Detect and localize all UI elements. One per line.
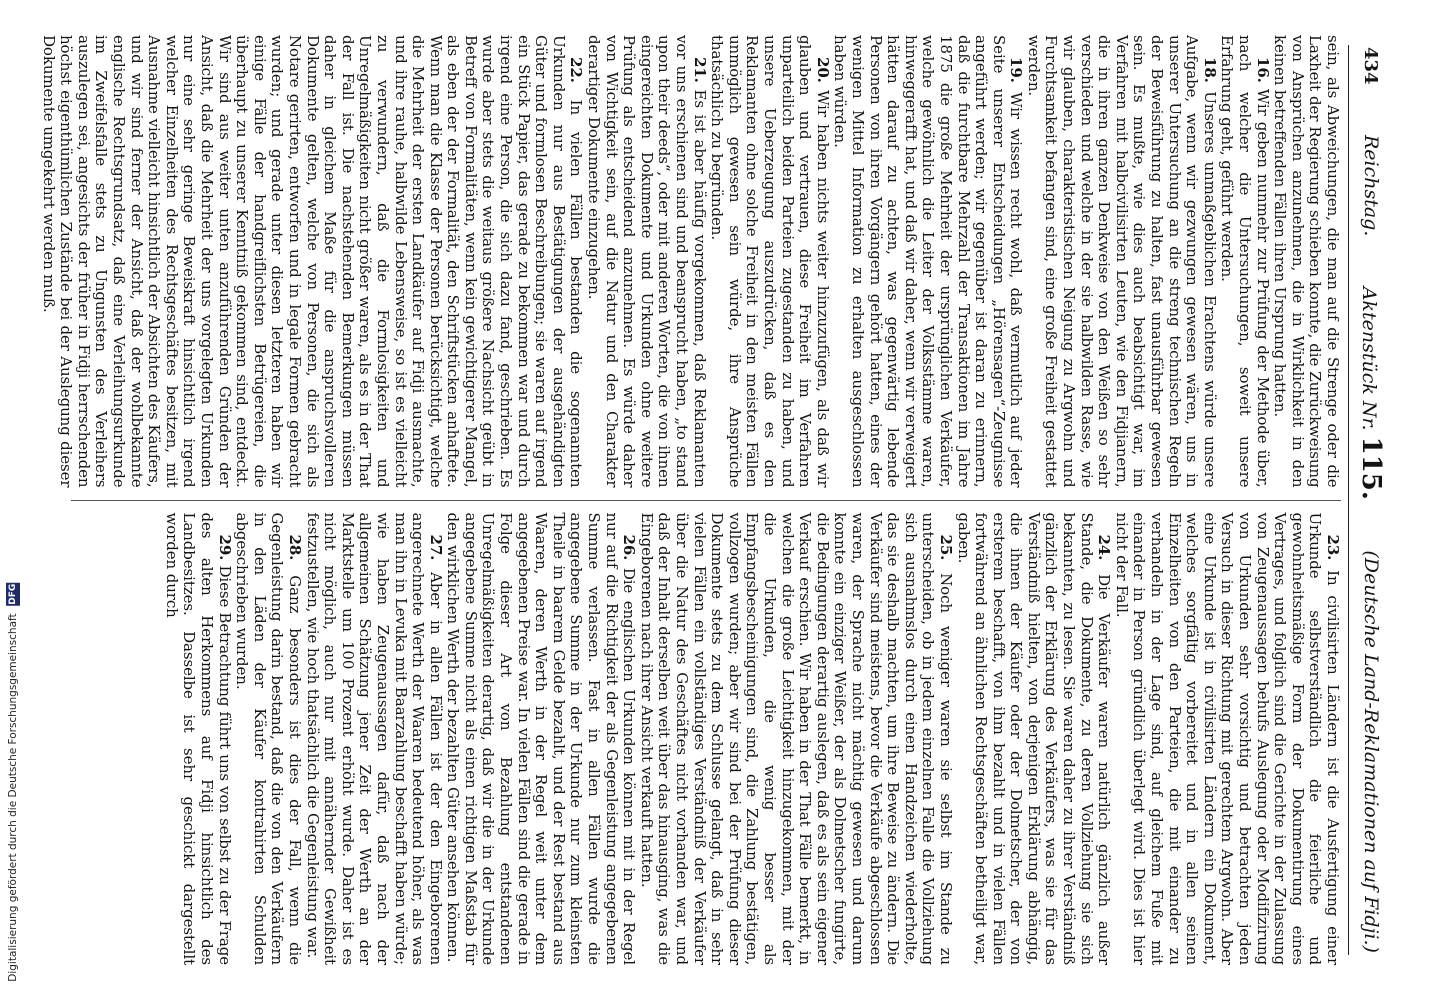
paragraph-text: Wir wissen recht wohl, daß vermutlich auf jeder Seite unserer Entscheidungen „Hörensagen“-Zeugnisse angeführt werden; wir gegenüber ist daran zu erinnern, daß die furchtbare Mehrzahl der Transaktionen im Jahre 1875 die große Mehrheit der ursprünglichen Verkäufer, welche gewöhnlich die Leiter der Volksstämme waren, hinweggerafft hat, und daß wir daher, wenn wir verweigert hätten darauf zu achten, was gegenwärtig lebende Personen von ihren Vorgängern gehört hatten, eines der wenigen Mittel Information zu erhalten ausgeschlossen haben würden. bbox=[831, 35, 1026, 488]
paragraph-text: Wir geben nunmehr zur Prüfung der Methode über, nach welcher die Untersuchungen, soweit unsere Erfahrung geht, geführt werden. bbox=[1218, 35, 1272, 488]
page-number: 434 bbox=[1360, 47, 1382, 85]
document-topic: (Deutsche Land-Reklamationen auf Fidji.) bbox=[1360, 550, 1382, 953]
text-columns bbox=[39, 35, 1342, 966]
paragraph bbox=[584, 35, 707, 488]
paragraph bbox=[831, 35, 1025, 488]
column-divider bbox=[71, 500, 1341, 501]
paragraph-text: Die englischen Urkunden können mit in der Regel nur auf die Richtigkeit der als Gegenleistung angegebenen Summe verlassen. Fast in allen Fällen wurde die angegebene Summe in der Urkunde nur zum kleinsten Theile in baarem Gelde bezahlt, und der Rest bestand aus Waaren, deren Werth in der Regel weit unter dem angegebenen Preise war. In vielen Fällen sind die gerade in Folge dieser Art von Bezahlung entstandenen Unregelmäßigkeiten derartig, daß wir die in der Urkunde angegebene Summe nicht als einen richtigen Maßstab für den wirklichen Werth der bezahlten Güter ansehen können. bbox=[444, 512, 639, 966]
left-column bbox=[39, 35, 1342, 488]
paragraph-text: Ganz besonders ist dies der Fall, wenn die Gegenleistung darin bestand, daß die von den Verkäufern in den Läden der Käufer kontrahirten Schulden abgeschrieben wurden. bbox=[233, 512, 304, 965]
paragraph bbox=[162, 513, 232, 966]
paragraph bbox=[1271, 35, 1341, 488]
paragraph-text: In vielen Fällen bestanden die sogenannten Urkunden nur aus Bestätigungen der ausgehändigten Güter und formlosen Beschreibungen; sie waren auf irgend ein Stück Papier, das gerade zu bekommen war und durch irgend eine Person, die sich dazu fand, geschrieben. Es wurde aber stets die weitaus größere Nachsicht geübt in Betreff von Formalitäten, wenn kein gewichtigerer Mangel, als eben der der Formalität, den Schriftstücken anhaftete. Wenn man die Klasse der Personen berücksichtigt, welche die Mehrheit der ersten Landkäufer auf Fidji ausmachte, und ihre rauhe, halbwilde Lebensweise, so ist es vielleicht zu verwundern, daß die Formlosigkeiten und Unregelmäßigkeiten nicht größer waren, als es in der That der Fall ist. Die nachstehenden Bemerkungen müssen daher in gleichem Maße für die anspruchsvolleren Dokumente gelten, welche von Personen, die sich als Notare gerirten, entworfen und in legale Formen gebracht wurden; und gerade unter diesen letzteren haben wir einige Fälle der handgreiflichsten Betrügereien, die überhaupt zu unserer Kenntniß gekommen sind, entdeckt. Wir sind aus weiter unten anzuführenden Gründen der Ansicht, daß die Mehrheit der uns vorgelegten Urkunden nur eine sehr geringe Beweiskraft hinsichtlich irgend welcher Einzelheiten des Rechtsgeschäftes besitzen, mit Ausnahme vielleicht hinsichtlich der Absichten des Käufers, und wir sind ferner der Ansicht, daß der wohlbekannte englische Rechtsgrundsatz, daß eine Verleihungsurkunde im Zweifelsfalle stets zu Ungunsten des Verleihers auszulegen sei, angesichts der früher in Fidji herrschenden höchst eigenthümlichen Zustände bei der Auslegung dieser Dokumente umgekehrt werden muß. bbox=[39, 35, 586, 488]
paragraph-text: Unseres unmaßgeblichen Erachtens würde unsere Aufgabe, wenn wir gezwungen gewesen wären, uns in unserer Untersuchung an die streng technischen Regeln der Beweisführung zu halten, fast unausführbar gewesen sein. Es mußte, wie dies auch beabsichtigt war, im Verfahren mit halbcivilisirten Leuten, wie den Fidjianern, die in ihren ganzen Denkweise von den Weißen so sehr verschieden und welche in der sie halbwilden Rasse, wie wir glauben, charakteristischen Neigung zu Argwohn und Furchtsamkeit befangen sind, eine große Freiheit gestattet werden. bbox=[1024, 35, 1219, 488]
document-page bbox=[39, 35, 1391, 966]
paragraph-text: Die Verkäufer waren natürlich gänzlich außer Stande, die Dokumente, zu deren Vollziehung sie sich bekannten, zu lesen. Sie waren daher zu ihrer Verständniß gänzlich der Erklärung des Verkäufers, was sie für das Verständniß hielten, von derjenigen Erklärung abhängig, die ihnen der Käufer oder der Dolmetscher, der von ersterem beschafft, von ihm bezahlt und in vielen Fällen fortwährend an ähnlichen Rechtsgeschäften betheiligt war, gaben. bbox=[954, 512, 1114, 965]
paragraph bbox=[708, 35, 831, 488]
paragraph-number: 22. bbox=[567, 57, 586, 83]
right-column bbox=[71, 513, 1341, 966]
paragraph bbox=[444, 513, 638, 966]
paragraph-number: 24. bbox=[1095, 534, 1114, 561]
paragraph-text: Aber in allen Fällen ist der den Eingeborenen angerechnete Werth der Waaren bedeutend höher, als was man ihn in Levuka mit Baarzahlung beschafft haben würde; wie haben Zeugenaussagen dafür, daß nach der allgemeinen Schätzung jener Zeit der Werth an der Marktstelle um 100 Prozent erhöht wurde. Daher ist es nicht möglich, auch nur mit annähernder Gewißheit festzustellen, wie hoch thatsächlich die Gegenleistung war. bbox=[303, 512, 445, 966]
paragraph-number: 23. bbox=[1324, 534, 1342, 561]
document-reference bbox=[1356, 287, 1386, 500]
paragraph-number: 26. bbox=[620, 534, 639, 561]
paragraph-text: sein, als Abweichungen, die man auf die Strenge oder die Laxheit der Regierung schieben konnte, die Zurückweisung von Ansprüchen anzunehmen, die in Wirklichkeit in den keinen betreffenden Fällen ihren Ursprung hatten. bbox=[1271, 35, 1342, 488]
scanned-page-area bbox=[30, 0, 1432, 1000]
paragraph bbox=[1218, 35, 1271, 488]
publication-title: Reichstag. bbox=[1360, 134, 1382, 237]
digitization-credit bbox=[6, 583, 20, 1000]
paragraph-number: 20. bbox=[813, 57, 832, 83]
paragraph bbox=[1112, 513, 1341, 966]
header-rule bbox=[1348, 45, 1349, 955]
paragraph bbox=[39, 35, 584, 488]
paragraph bbox=[1024, 35, 1218, 488]
paragraph-text: In civilisirten Ländern ist die Ausfertigung einer Urkunde selbstverständlich die feierliche und gewohnheitsmäßige Form der Dokumentirung eines Vertrages, und folglich sind die Gerichte in der Zulassung von Zeugenaussagen behufs Auslegung oder Modifizirung von Urkunden sehr vorsichtig und betrachten jeden Versuch in dieser Richtung mit gerechtem Argwohn. Aber eine Urkunde ist in civilisirten Ländern ein Dokument, welches sorgfältig vorbereitet und in allen seinen Einzelheiten von den Parteien, die mit einander zu verhandeln in der Lage sind, auf gleichem Fuße mit einander in Person gründlich überlegt wird. Dies ist hier nicht der Fall. bbox=[1112, 512, 1342, 966]
paragraph-text: Noch weniger waren sie selbst im Stande zu unterscheiden, ob in jedem einzelnen Falle die Vollziehung sich ausnahmslos durch einen Handzeichen wiederholte, das sie deshalb machten, um ihre Beweise zu ändern. Die Verkäufer sind meistens, bevor die Verkäufe abgeschlossen waren, der Sprache nicht mächtig gewesen und darum konnte ein einziger Weißer, der als Dolmetscher fungirte, die Bedingungen derartig auslegen, daß es als sein eigener Verkauf erschien. Wir haben in der That Fälle bemerkt, in welchen die große Leichtigkeit hinzugekommen, mit der die Urkunden, die wenig besser als Empfangsbescheinigungen sind, die Zahlung bestätigen, vollzogen wurden; aber wir sind bei der Prüfung dieser Dokumente stets zu dem Schlusse gelangt, daß in sehr vielen Fällen ein vollständiges Verständniß der Verkäufer über die Natur des Geschäftes nicht vorhanden war, und daß der Inhalt derselben weit über das hinausging, was die Eingeborenen nach ihrer Ansicht verkauft hatten. bbox=[637, 512, 955, 965]
paragraph-number: 16. bbox=[1253, 57, 1272, 83]
paragraph-number: 19. bbox=[1007, 57, 1026, 83]
paragraph-text: Diese Betrachtung führt uns von selbst zu der Frage des alten Herkommens auf Fidji hinsichtlich des Landbesitzes. Dasselbe ist sehr geschickt dargestellt worden durch bbox=[162, 512, 234, 965]
document-number: 115. bbox=[1356, 436, 1386, 500]
paragraph-number: 21. bbox=[690, 57, 709, 83]
paragraph bbox=[303, 513, 444, 966]
paragraph-number: 27. bbox=[426, 534, 445, 561]
paragraph-text: Es ist aber häufig vorgekommen, daß Reklamanten vor uns erschienen sind und beansprucht haben, „to stand upon their deeds“, oder mit anderen Worten, die von ihnen eingereichten Dokumente und Urkunden ohne weitere Prüfung als entscheidend anzunehmen. Es würde daher von Wichtigkeit sein, auf die Natur und den Charakter derartiger Dokumente einzugehen. bbox=[585, 35, 709, 488]
paragraph-number: 28. bbox=[285, 534, 304, 561]
paragraph bbox=[954, 513, 1112, 966]
credit-text: Digitalisierung gefördert durch die Deutsche Forschungsgemeinschaft bbox=[7, 613, 19, 982]
paragraph-number: 25. bbox=[936, 534, 955, 561]
paragraph bbox=[233, 513, 303, 966]
dfg-logo: DFG bbox=[8, 584, 18, 606]
paragraph bbox=[637, 513, 954, 966]
paragraph-number: 18. bbox=[1200, 57, 1219, 83]
paragraph-text: Wir haben nichts weiter hinzuzufügen, als daß wir glauben und vertrauen, diese Freiheit im Verfahren unparteilich beiden Parteien zugestanden zu haben, und unsere Ueberzeugung auszudrücken, daß es den Reklamanten ohne solche Freiheit in den meisten Fällen unmöglich gewesen sein würde, ihre Ansprüche thatsächlich zu begründen. bbox=[708, 35, 832, 488]
page-header bbox=[1351, 47, 1391, 953]
digitization-sidebar bbox=[0, 0, 26, 1000]
paragraph-number: 29. bbox=[215, 534, 234, 561]
document-label: Aktenstück Nr. bbox=[1358, 286, 1380, 431]
